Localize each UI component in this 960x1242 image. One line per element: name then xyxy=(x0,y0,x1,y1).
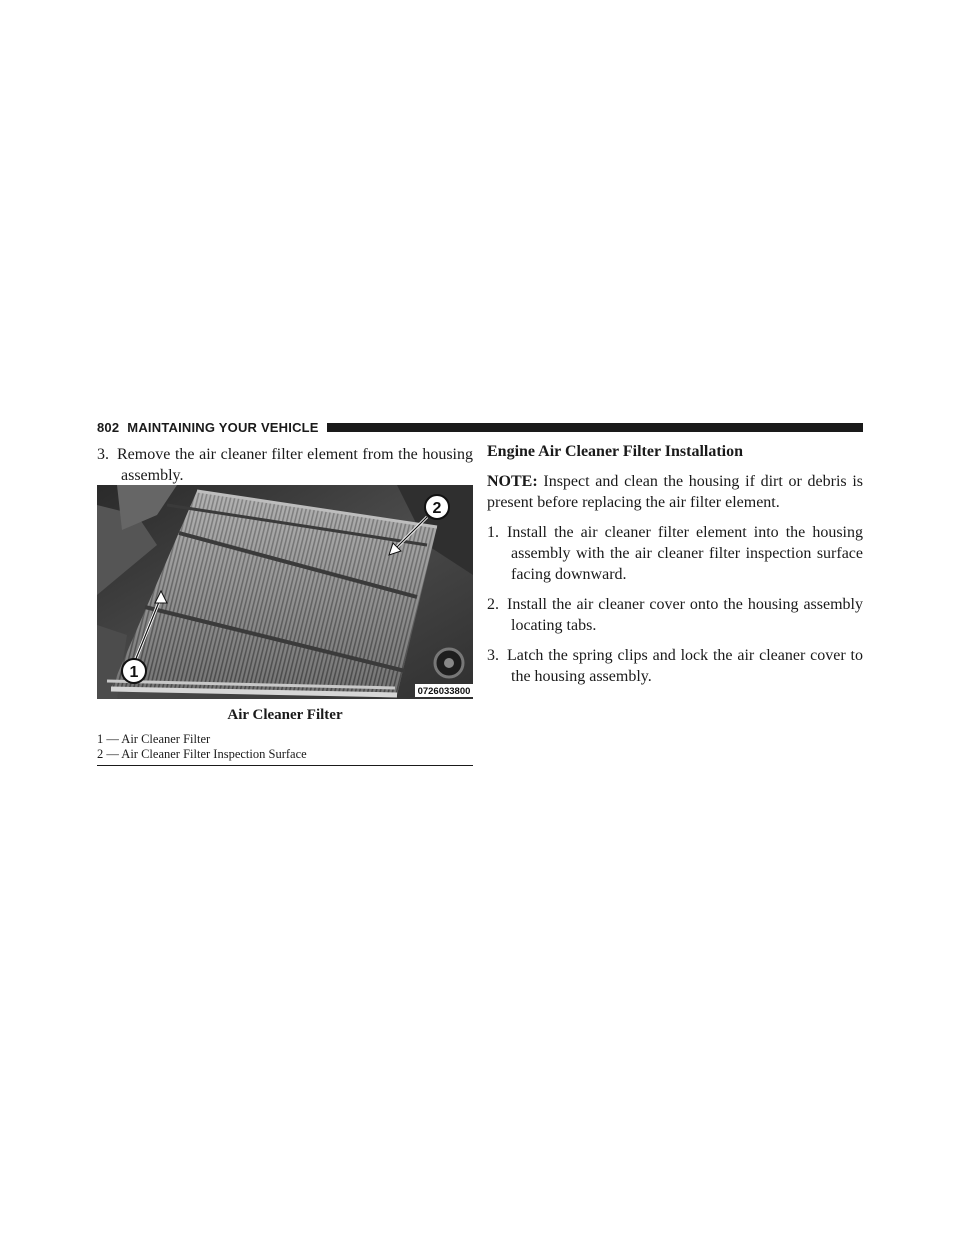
figure-caption: Air Cleaner Filter xyxy=(227,707,343,723)
note-text: Inspect and clean the housing if dirt or debris is present before replacing the air filter element. xyxy=(487,473,863,511)
image-code: 0726033800 xyxy=(417,686,471,697)
step-text: Remove the air cleaner filter element from the housing assembly. xyxy=(117,446,473,484)
legend-rule xyxy=(97,765,473,766)
step-number: 3. xyxy=(487,647,499,664)
section-name: MAINTAINING YOUR VEHICLE xyxy=(127,419,319,435)
callout-2-label: 2 xyxy=(432,500,442,517)
legend-item: 2 — Air Cleaner Filter Inspection Surface xyxy=(97,747,307,761)
step-number: 3. xyxy=(97,446,109,463)
air-cleaner-filter-photo xyxy=(97,485,473,699)
step-text: Install the air cleaner filter element into the housing assembly with the air cleaner filter inspection surface facing downward. xyxy=(507,524,863,583)
install-step-2 xyxy=(487,594,863,636)
step-number: 1. xyxy=(487,524,499,541)
running-header xyxy=(97,416,863,438)
step-number: 2. xyxy=(487,596,499,613)
step-text: Install the air cleaner cover onto the housing assembly locating tabs. xyxy=(507,596,863,634)
step-text: Latch the spring clips and lock the air cleaner cover to the housing assembly. xyxy=(507,647,863,685)
left-column xyxy=(97,444,473,486)
install-step-1 xyxy=(487,522,863,585)
header-folio xyxy=(97,420,319,435)
callout-1-label: 1 xyxy=(129,664,139,681)
page-number: 802 xyxy=(97,419,120,435)
section-title: Engine Air Cleaner Filter Installation xyxy=(487,443,744,460)
legend-item: 1 — Air Cleaner Filter xyxy=(97,732,211,746)
install-step-3 xyxy=(487,645,863,687)
figure-legend xyxy=(97,732,473,762)
right-column xyxy=(487,441,863,696)
note-label: NOTE: xyxy=(487,473,538,490)
step-3-remove xyxy=(97,444,473,486)
note-paragraph xyxy=(487,471,863,513)
header-rule xyxy=(327,423,863,432)
filter-illustration xyxy=(97,485,473,699)
